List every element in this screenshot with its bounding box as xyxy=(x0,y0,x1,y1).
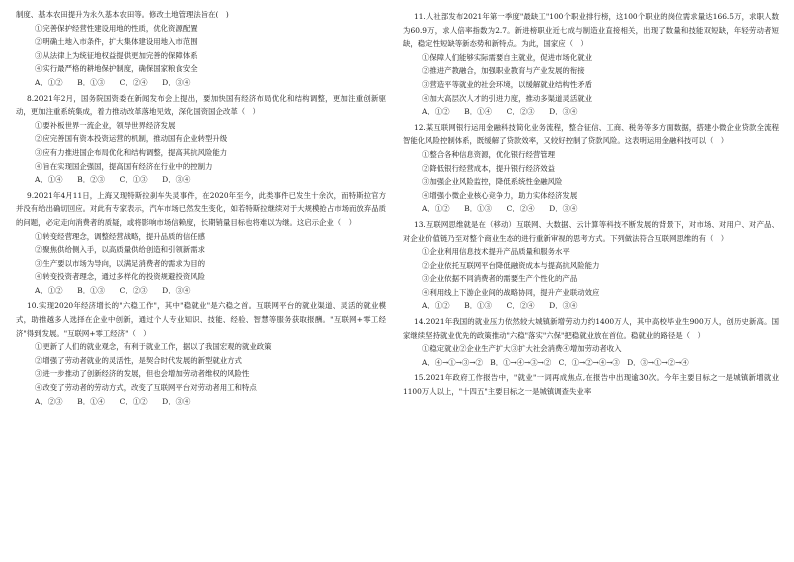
q8-option-4: ④旨在实现国企强国，提高国有经济在行业中的控制力 xyxy=(35,161,213,171)
q9-option-1: ①转变经营理念，调整经营战略，提升品质的信任感 xyxy=(35,231,205,241)
q14-option-1: ①稳定就业②企业生产扩大③扩大社会消费④增加劳动者收入 xyxy=(422,344,622,354)
q11-option-2: ②推进产教融合，加强职业教育与产业发展的衔接 xyxy=(422,66,585,76)
q10-answer-choices: A．②③ B．①④ C．①② D．③④ xyxy=(35,396,191,406)
q12-stem: 12.某互联网银行运用金融科技简化业务流程，整合征信、工商、税务等多方面数据，搭建小微企业贷款全流程智能化风险控制体系，既缓解了贷款效率，又较好控制了贷款风险。这表明运用金融科技可以（ ） xyxy=(403,122,779,146)
q8-option-2: ②应完善国有资本投资运营的机制，推动国有企业转型升级 xyxy=(35,134,228,144)
q7-option-3: ③从法律上为统征地权益提供更加完善的保障体系 xyxy=(35,50,198,60)
q9-option-3: ③生产要以市场为导向，以满足消费者的需求为目的 xyxy=(35,258,205,268)
left-column xyxy=(16,8,386,408)
q14-answer-choices: A．④→①→③→② B．①→④→③→② C．①→②→④→③ D．③→①→②→④ xyxy=(422,357,689,367)
q13-option-2: ②企业依托互联网平台降低融资成本与提高抗风险能力 xyxy=(422,260,600,270)
q8-option-3: ③应有力推进国企布局优化和结构调整，提高其抗风险能力 xyxy=(35,147,228,157)
q13-option-1: ①企业利用信息技术提升产品质量和服务水平 xyxy=(422,247,570,257)
q13-option-3: ③企业依据不同消费者的需要生产个性化的产品 xyxy=(422,274,578,284)
q8-answer-choices: A．①④ B．②③ C．①③ D．③④ xyxy=(35,175,191,185)
q9-stem: 9.2021年4月11日，上海又现特斯拉刹车失灵事件，在2020年至今，此类事件已发生十余次，而特斯拉官方并没有给出确切回应。对此有专家表示，汽车市场已然发生变化，如若特斯拉继续对于大规模抢占市场而放弃品质的问题，必定走向消费者的质疑，或将影响市场信赖度，长期销量目标也将难以为继。这启示企业（ ） xyxy=(16,190,386,227)
q12-answer-choices: A．①② B．①③ C．②④ D．③④ xyxy=(422,204,578,214)
q13-option-4: ④利用线上下游企业间的战略协同，提升产业联动效应 xyxy=(422,287,600,297)
q11-option-3: ③营造平等就业的社会环境，以缓解就业结构性矛盾 xyxy=(422,79,592,89)
q13-answer-choices: A．①② B．①③ C．②④ D．③④ xyxy=(422,301,578,311)
q10-stem: 10.实现2020年经济增长的"六稳工作"，其中"稳就业"是六稳之首。互联网平台的就业渠道、灵活的就业模式，助推越多人选择在企业中创新，通过个人专业知识、技能、经验、智慧等服务获取报酬。"互联网+零工经济"得到发展。"互联网+零工经济"（ ） xyxy=(16,301,386,338)
q9-answer-choices: A．①② B．①③ C．②③ D．③④ xyxy=(35,285,191,295)
q7-option-1: ①完善保护经营性建设用地的性质，优化资源配置 xyxy=(35,23,198,33)
q13-stem: 13.互联网思维就是在（移动）互联网、大数据、云计算等科技不断发展的背景下，对市场、对用户、对产品、对企业价值链乃至对整个商业生态的进行重新审视的思考方式。下列做法符合互联网思维的有（ ） xyxy=(403,219,779,243)
q8-stem: 8.2021年2月，国务院国资委在新闻发布会上提出，要加快国有经济布局优化和结构调整，更加注重创新驱动，更加注重系统集成，着力推动改革落地见效，深化国资国企改革（ ） xyxy=(16,93,386,117)
q10-option-1: ①更新了人们的就业观念，有利于就业工作，据以了我国宏观的就业政策 xyxy=(35,342,272,352)
q9-option-4: ④转变投资者理念，通过多样化的投资规避投资风险 xyxy=(35,272,205,282)
q12-option-2: ②降低银行经营成本，提升银行经济效益 xyxy=(422,163,556,173)
q7-answer-choices: A．①② B．①③ C．②④ D．③④ xyxy=(35,77,191,87)
q14-stem: 14.2021年我国的就业压力依然较大城镇新增劳动力约1400万人，其中高校毕业生900万人，创历史新高。国家继续坚持就业优先的政策推动"六稳"落实"六保"把稳就业放在首位。稳就业的路径是（ ） xyxy=(403,317,779,340)
q15-stem: 15.2021年政府工作报告中，"就业"一词再成焦点,在报告中出现逾30次。今年主要目标之一是城镇新增就业1100万人以上，"十四五"主要目标之一是城镇调查失业率 xyxy=(403,373,779,397)
q12-option-3: ③加强企业风险监控，降低系统性金融风险 xyxy=(422,177,563,187)
q7-option-2: ②明确土地入市条件，扩大集体建设用地入市范围 xyxy=(35,37,198,47)
q12-option-1: ①整合各种信息资源，优化银行经营管理 xyxy=(422,149,556,159)
q9-option-2: ②聚焦供给侧入手，以高质量供给创造和引领新需求 xyxy=(35,245,205,255)
q12-option-4: ④增强小微企业核心竞争力，助力实体经济发展 xyxy=(422,190,578,200)
q10-option-2: ②增强了劳动者就业的灵活性，是契合时代发展的新型就业方式 xyxy=(35,355,242,365)
q7-stem-tail: 制度、基本农田提升为永久基本农田等。修改土地管理法旨在( ) xyxy=(16,10,229,19)
q11-answer-choices: A．①② B．①④ C．②③ D．③④ xyxy=(422,107,578,117)
q11-stem: 11.人社部发布2021年第一季度"最缺工"100个职业排行榜，这100个职业的岗位需求量达166.5万，求职人数为60.9万，求人倍率指数为2.7。新进榜职业近七成与制造业直接相关，出现了数量和技能双短缺，年轻劳动者短缺，稳定性短缺等新态势和新特点。为此，国家应（ ） xyxy=(403,12,779,49)
q10-option-3: ③进一步推动了创新经济的发展，但也会增加劳动者维权的风险性 xyxy=(35,369,250,379)
q11-option-4: ④加大高层次人才的引进力度，推动多渠道灵活就业 xyxy=(422,93,592,103)
q11-option-1: ①保障人们能够实际需要自主就业，促进市场化就业 xyxy=(422,52,592,62)
q10-option-4: ④改变了劳动者的劳动方式，改变了互联网平台对劳动者用工和特点 xyxy=(35,383,257,393)
q8-option-1: ①要补板世界一流企业，领导世界经济发展 xyxy=(35,120,176,130)
right-column xyxy=(403,8,779,399)
q7-option-4: ④实行最严格的耕地保护制度，确保国家粮食安全 xyxy=(35,64,198,74)
